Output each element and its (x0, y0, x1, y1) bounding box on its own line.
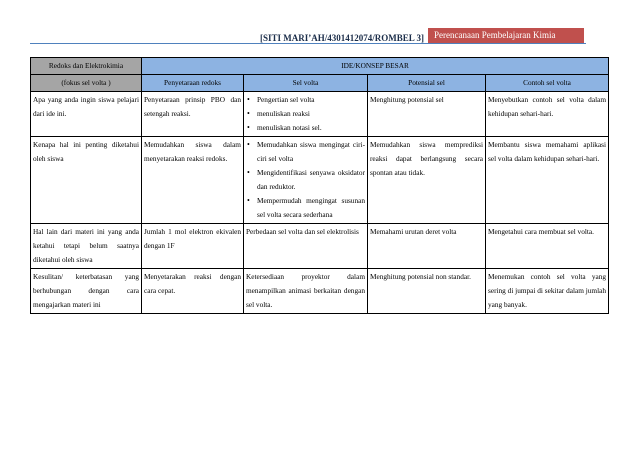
header-author: [SITI MARI’AH/4301412074/ROMBEL 3] (259, 33, 424, 43)
table-subheader-row (31, 75, 609, 92)
row-label: Apa yang anda ingin siswa pelajari dari ide ini. (31, 92, 142, 137)
table-row (31, 224, 609, 269)
list-item: • menuliskan notasi sel. (257, 121, 365, 135)
cell-sel-volta (244, 137, 368, 224)
list-item: • menuliskan reaksi (257, 107, 365, 121)
lesson-table (30, 57, 609, 314)
cell-contoh: Mengetahui cara membuat sel volta. (486, 224, 609, 269)
cell-sel-volta (244, 92, 368, 137)
list-item: • Memudahkan siswa mengingat ciri-ciri sel volta (257, 138, 365, 166)
cell-sel-volta: Ketersediaan proyektor dalam menampilkan animasi berkaitan dengan sel volta. (244, 269, 368, 314)
header-title: Perencanaan Pembelajaran Kimia (428, 28, 584, 43)
column-header: Contoh sel volta (486, 75, 609, 92)
cell-potensial: Menghitung potensial non standar. (368, 269, 486, 314)
cell-penyetaraan: Jumlah 1 mol elektron ekivalen dengan 1F (142, 224, 244, 269)
cell-sel-volta: Perbedaan sel volta dan sel elektrolisis (244, 224, 368, 269)
row-label: Kenapa hal ini penting diketahui oleh siswa (31, 137, 142, 224)
cell-potensial: Memudahkan siswa memprediksi reaksi dapat berlangsung secara spontan atau tidak. (368, 137, 486, 224)
list-item: • Pengertian sel volta (257, 93, 365, 107)
table-row (31, 92, 609, 137)
cell-penyetaraan: Menyetarakan reaksi dengan cara cepat. (142, 269, 244, 314)
table-row (31, 269, 609, 314)
group-header: IDE/KONSEP BESAR (142, 58, 609, 75)
page-header (0, 0, 638, 50)
row-label: Hal lain dari materi ini yang anda ketahui tetapi belum saatnya diketahui oleh siswa (31, 224, 142, 269)
cell-potensial: Menghitung potensial sel (368, 92, 486, 137)
header-divider (30, 43, 586, 44)
cell-contoh: Menemukan contoh sel volta yang sering di jumpai di sekitar dalam jumlah yang banyak. (486, 269, 609, 314)
list-item: • Mempermudah mengingat susunan sel volta secara sederhana (257, 194, 365, 222)
topic-subtitle: (fokus sel volta ) (31, 75, 142, 92)
column-header: Penyetaraan redoks (142, 75, 244, 92)
cell-potensial: Memahami urutan deret volta (368, 224, 486, 269)
list-item: • Mengidentifikasi senyawa oksidator dan reduktor. (257, 166, 365, 194)
row-label: Kesulitan/ keterbatasan yang berhubungan dengan cara mengajarkan materi ini (31, 269, 142, 314)
cell-contoh: Menyebutkan contoh sel volta dalam kehidupan sehari-hari. (486, 92, 609, 137)
cell-contoh: Membantu siswa memahami aplikasi sel volta dalam kehidupan sehari-hari. (486, 137, 609, 224)
cell-penyetaraan: Memudahkan siswa dalam menyetarakan reaksi redoks. (142, 137, 244, 224)
column-header: Sel volta (244, 75, 368, 92)
column-header: Potensial sel (368, 75, 486, 92)
table-row (31, 137, 609, 224)
topic-title: Redoks dan Elektrokimia (31, 58, 142, 75)
cell-penyetaraan: Penyetaraan prinsip PBO dan setengah reaksi. (142, 92, 244, 137)
table-header-row (31, 58, 609, 75)
